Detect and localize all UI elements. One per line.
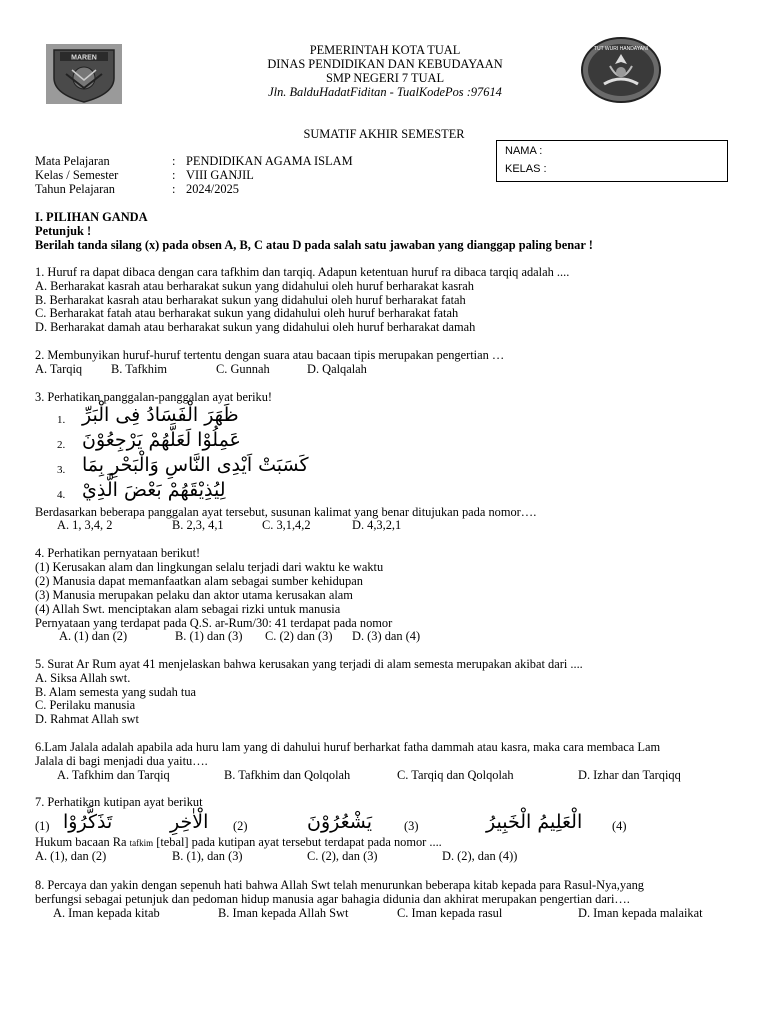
q8-option-a[interactable]: A. Iman kepada kitab [53,906,160,920]
kelas-field[interactable]: KELAS : [505,163,547,175]
q3-option-a[interactable]: A. 1, 3,4, 2 [57,518,113,532]
petunjuk-label: Petunjuk ! [35,224,92,238]
exam-title: SUMATIF AKHIR SEMESTER [303,127,465,141]
q8-option-c[interactable]: C. Iman kepada rasul [397,906,503,920]
q4-option-c[interactable]: C. (2) dan (3) [265,629,333,643]
student-id-box [496,140,728,182]
header-address: Jln. BalduHadatFiditan - TualKodePos :97614 [268,85,502,99]
q4-statement-2: (2) Manusia dapat memanfaatkan alam sebagai sumber kehidupan [35,574,363,588]
meta-label: Mata Pelajaran [35,154,110,168]
q4-option-d[interactable]: D. (3) dan (4) [352,629,421,643]
q7-option-a[interactable]: A. (1), dan (2) [35,849,107,863]
q4-statement-4: (4) Allah Swt. menciptakan alam sebagai rizki untuk manusia [35,602,341,616]
question-8-line-1: 8. Percaya dan yakin dengan sepenuh hati bahwa Allah Swt telah menurunkan beberapa kitab kepada para Rasul-Nya,yang [35,878,644,892]
q5-option-c[interactable]: C. Perilaku manusia [35,698,136,712]
right-logo-text: TUT WURI HANDAYANI [593,46,649,52]
left-logo-text: MAREN [71,54,97,62]
header-department: DINAS PENDIDIKAN DAN KEBUDAYAAN [267,57,503,71]
q3-option-b[interactable]: B. 2,3, 4,1 [172,518,224,532]
question-6-line-2: Jalala di bagi menjadi dua yaitu…. [35,754,208,768]
header-government: PEMERINTAH KOTA TUAL [309,43,461,57]
q7-option-d[interactable]: D. (2), dan (4)) [442,849,518,863]
q5-option-d[interactable]: D. Rahmat Allah swt [35,712,139,726]
q7-option-c[interactable]: C. (2), dan (3) [307,849,378,863]
q3-fragment-3: كَسَبَتْ اَيْدِى النَّاسِ وَالْبَحْرِ بِمَا [82,454,309,476]
meta-label: Tahun Pelajaran [35,182,115,196]
q8-option-b[interactable]: B. Iman kepada Allah Swt [218,906,349,920]
question-5: 5. Surat Ar Rum ayat 41 menjelaskan bahwa kerusakan yang terjadi di alam semesta merupakan akibat dari .... [35,657,583,671]
q6-option-c[interactable]: C. Tarqiq dan Qolqolah [397,768,514,782]
q1-option-d[interactable]: D. Berharakat damah atau berharakat sukun yang didahului oleh huruf berharakat damah [35,320,476,334]
q5-option-b[interactable]: B. Alam semesta yang sudah tua [35,685,197,699]
q5-option-a[interactable]: A. Siksa Allah swt. [35,671,131,685]
meta-label: Kelas / Semester [35,168,119,182]
q6-option-b[interactable]: B. Tafkhim dan Qolqolah [224,768,351,782]
question-3: 3. Perhatikan panggalan-panggalan ayat beriku! [35,390,273,404]
question-7: 7. Perhatikan kutipan ayat berikut [35,795,203,809]
q7-question: Hukum bacaan Ra tafkim [tebal] pada kutipan ayat tersebut terdapat pada nomor .... [35,835,442,849]
q4-statement-1: (1) Kerusakan alam dan lingkungan selalu terjadi dari waktu ke waktu [35,560,384,574]
q3-question: Berdasarkan beberapa panggalan ayat tersebut, susunan kalimat yang benar ditujukan pada nomor…. [35,505,537,519]
q3-fragment-2: عَمِلُوْا لَعَلَّهُمْ يَرْجِعُوْنَ [82,429,241,451]
q3-option-c[interactable]: C. 3,1,4,2 [262,518,311,532]
header-school: SMP NEGERI 7 TUAL [325,71,445,85]
q4-option-a[interactable]: A. (1) dan (2) [59,629,128,643]
q4-question: Pernyataan yang terdapat pada Q.S. ar-Rum/30: 41 terdapat pada nomor [35,616,393,630]
q3-fragment-4: لِيُذِيْقَهُمْ بَعْضَ الَّذِيْ [82,479,226,501]
q7-option-b[interactable]: B. (1), dan (3) [172,849,243,863]
q6-option-d[interactable]: D. Izhar dan Tarqiqq [578,768,681,782]
instruction-text: Berilah tanda silang (x) pada obsen A, B, C atau D pada salah satu jawaban yang dianggap paling benar ! [35,238,593,252]
q7-item-4: الْعَلِيمُ الْخَبِيرُ [486,811,583,833]
question-2: 2. Membunyikan huruf-huruf tertentu dengan suara atau bacaan tipis merupakan pengertian … [35,348,505,362]
q2-option-c[interactable]: C. Gunnah [216,362,270,376]
question-6-line-1: 6.Lam Jalala adalah apabila ada huru lam yang di dahului huruf berharkat fatha dammah atau kasra, maka cara membaca Lam [35,740,661,754]
question-1: 1. Huruf ra dapat dibaca dengan cara tafkhim dan tarqiq. Adapun ketentuan huruf ra dibaca tarqiq adalah .... [35,265,570,279]
tut-wuri-handayani-logo [580,36,662,104]
meta-year: 2024/2025 [186,182,240,196]
q7-item-3: يَشْعُرُوْنَ [307,811,373,833]
q6-option-a[interactable]: A. Tafkhim dan Tarqiq [57,768,170,782]
q2-option-a[interactable]: A. Tarqiq [35,362,83,376]
q2-option-b[interactable]: B. Tafkhim [111,362,168,376]
meta-class: VIII GANJIL [186,168,254,182]
q3-option-d[interactable]: D. 4,3,2,1 [352,518,402,532]
q3-fragment-1: ظَهَرَ الْفَسَادُ فِى الْبَرِّ [82,404,239,426]
q4-statement-3: (3) Manusia merupakan pelaku dan aktor utama kerusakan alam [35,588,353,602]
q4-option-b[interactable]: B. (1) dan (3) [175,629,243,643]
q7-item-2: الْاٰخِرِ [170,811,209,833]
question-4: 4. Perhatikan pernyataan berikut! [35,546,201,560]
meta-subject: PENDIDIKAN AGAMA ISLAM [186,154,353,168]
question-8-line-2: berfungsi sebagai petunjuk dan pedoman hidup manusia agar bahagia didunia dan akhirat merupakan pengertian dari…. [35,892,630,906]
nama-field[interactable]: NAMA : [505,145,543,157]
q1-option-a[interactable]: A. Berharakat kasrah atau berharakat sukun yang didahului oleh huruf berharakat kasrah [35,279,475,293]
q8-option-d[interactable]: D. Iman kepada malaikat [578,906,703,920]
q1-option-c[interactable]: C. Berharakat fatah atau berharakat sukun yang didahului oleh huruf berharakat fatah [35,306,459,320]
q1-option-b[interactable]: B. Berharakat kasrah atau berharakat sukun yang didahului oleh huruf berharakat fatah [35,293,466,307]
q2-option-d[interactable]: D. Qalqalah [307,362,367,376]
section-title: I. PILIHAN GANDA [35,210,148,224]
school-logo-left [46,44,122,104]
q7-item-1: تَذَكَّرُوْا [63,811,113,833]
